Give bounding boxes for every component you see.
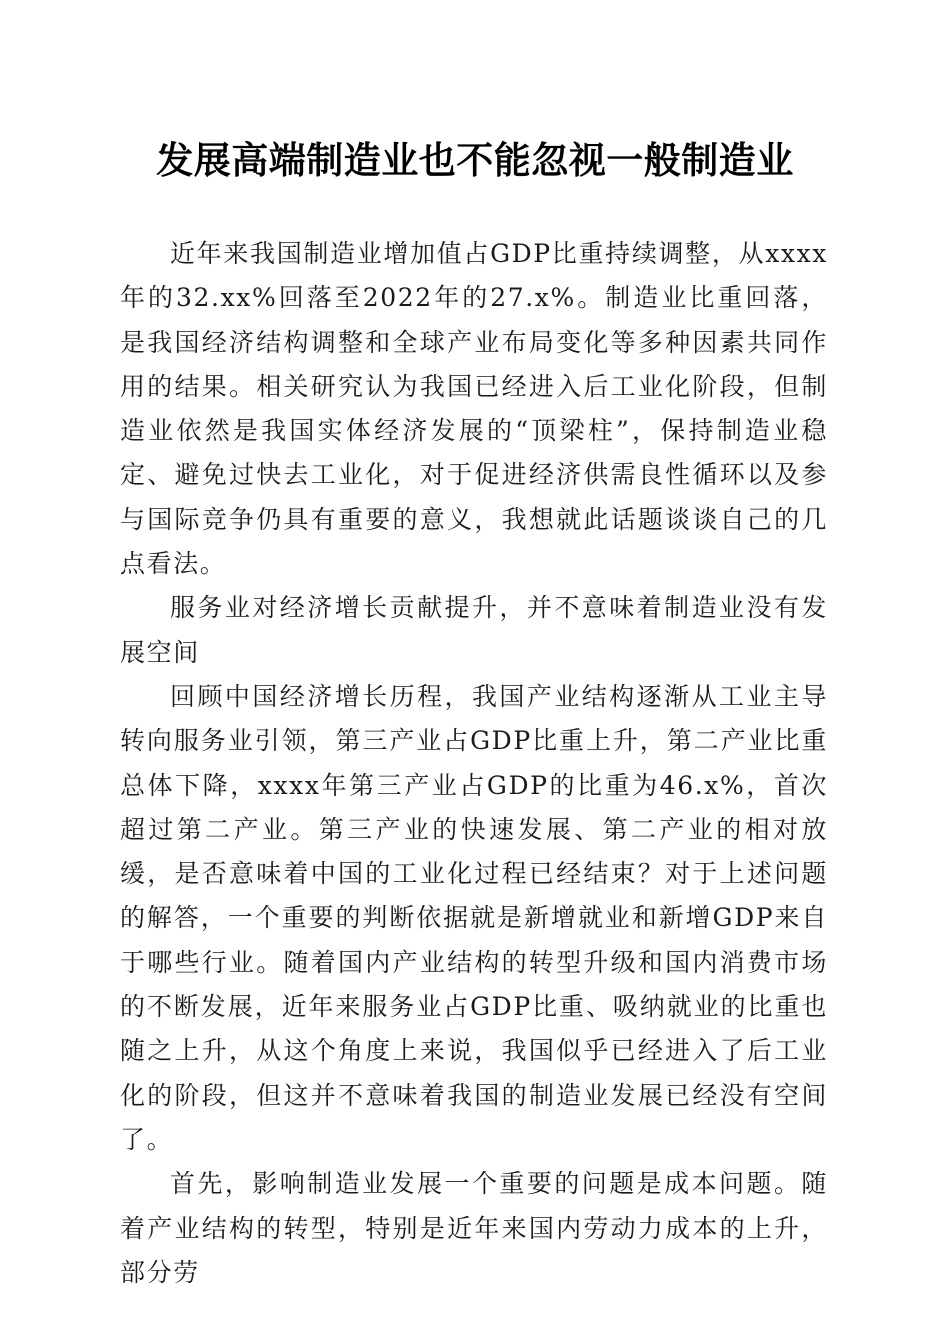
paragraph-history: 回顾中国经济增长历程，我国产业结构逐渐从工业主导转向服务业引领，第三产业占GDP比重上升，第二产业比重总体下降，xxxx年第三产业占GDP的比重为46.x%，首次超过第二产业。第三产业的快速发展、第二产业的相对放缓，是否意味着中国的工业化过程已经结束？对于上述问题的解答，一个重要的判断依据就是新增就业和新增GDP来自于哪些行业。随着国内产业结构的转型升级和国内消费市场的不断发展，近年来服务业占GDP比重、吸纳就业的比重也随之上升，从这个角度上来说，我国似乎已经进入了后工业化的阶段，但这并不意味着我国的制造业发展已经没有空间了。 <box>120 681 828 1154</box>
paragraph-intro: 近年来我国制造业增加值占GDP比重持续调整，从xxxx年的32.xx%回落至2022年的27.x%。制造业比重回落，是我国经济结构调整和全球产业布局变化等多种因素共同作用的结果。相关研究认为我国已经进入后工业化阶段，但制造业依然是我国实体经济发展的“顶梁柱”，保持制造业稳定、避免过快去工业化，对于促进经济供需良性循环以及参与国际竞争仍具有重要的意义，我想就此话题谈谈自己的几点看法。 <box>120 239 828 579</box>
document-body <box>120 232 828 1295</box>
paragraph-cost: 首先，影响制造业发展一个重要的问题是成本问题。随着产业结构的转型，特别是近年来国内劳动力成本的上升，部分劳 <box>120 1169 828 1287</box>
paragraph-subheading: 服务业对经济增长贡献提升，并不意味着制造业没有发展空间 <box>120 593 828 667</box>
document-title: 发展高端制造业也不能忽视一般制造业 <box>156 138 794 182</box>
